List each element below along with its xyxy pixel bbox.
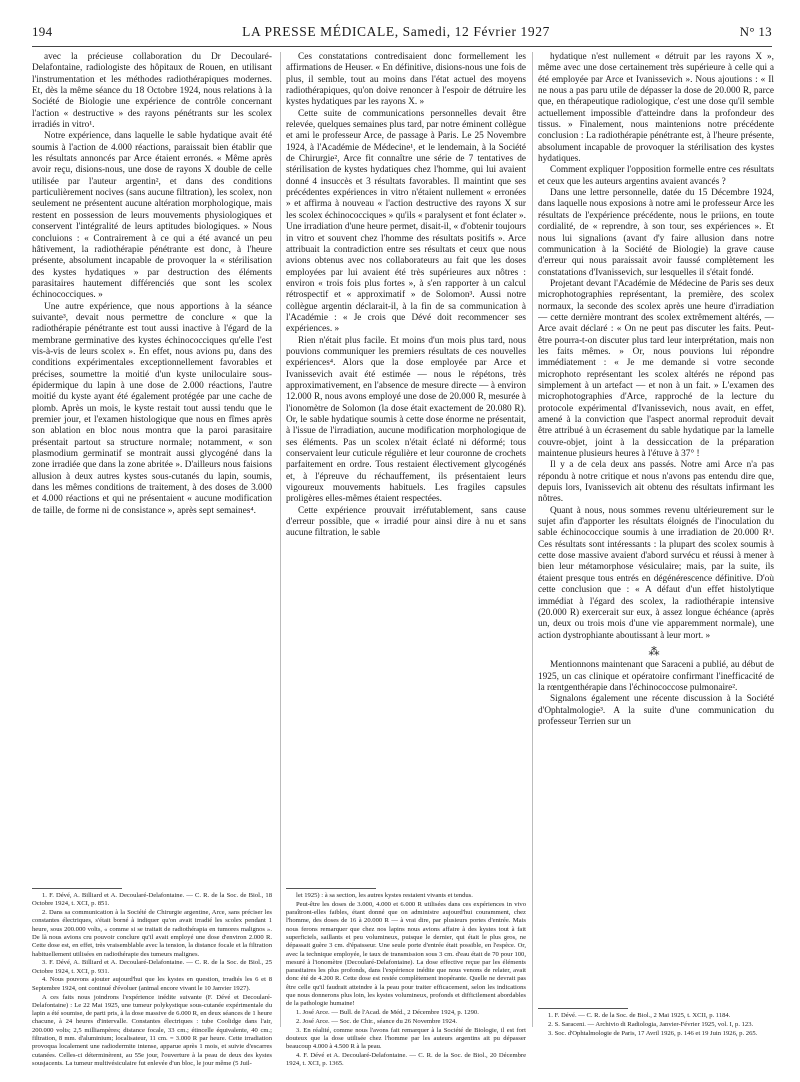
issue-number: N° 13 <box>739 24 772 39</box>
footnote: 3. F. Dévé, A. Billiard et A. Decoularé-Delafontaine. — C. R. de la Soc. de Biol., 25 Octobre 1924, t. XCI, p. 931. <box>32 959 272 975</box>
footnote: 2. Dans sa communication à la Société de Chirurgie argentine, Arce, sans préciser les constantes électriques, s'était borné à indiquer qu'on avait irradié les scolex pendant 1 heure, sous 200.000 volts, « comme si se traitait de radiothérapia en tumores malignos ». De là nous avions cru pouvoir conclure qu'il avait employé une dose d'environ 2.000 R. Cette dose est, en effet, très vraisemblable avec la tension, la distance focale et la filtration habituellement utilisées en radiothérapie des tumeurs malignes. <box>32 909 272 958</box>
paragraph: Il y a de cela deux ans passés. Notre ami Arce n'a pas répondu à notre critique et nous n'avons pas entendu dire que, depuis lors, Ivanissevich ait obtenu des résultats infirmant les nôtres. <box>538 460 774 505</box>
column-1 <box>32 52 272 1067</box>
footnote-rule <box>538 1008 628 1009</box>
header-rule <box>32 46 772 47</box>
paragraph: Dans une lettre personnelle, datée du 15 Décembre 1924, dans laquelle nous exposions à notre ami le professeur Arce les résultats de l'expérience précédente, nous le priions, en toute cordialité, de « reprendre, à son tour, ses expériences ». Et nous lui signalions (avant d'y faire allusion dans notre communication à la Société de Biologie) la grave cause d'erreur qui nous paraissait avoir faussé complètement les constatations d'Ivanissevich, sur lesquelles il s'était fondé. <box>538 188 774 278</box>
footnote: 1. F. Dévé, A. Billiard et A. Decoularé-Delafontaine. — C. R. de la Soc. de Biol., 18 Octobre 1924, t. XCI, p. 851. <box>32 892 272 908</box>
column-3-body <box>538 52 774 980</box>
section-separator: ⁂ <box>648 645 664 658</box>
paragraph: Comment expliquer l'opposition formelle entre ces résultats et ceux que les auteurs argentins avaient avancés ? <box>538 165 774 187</box>
footnote: Peut-être les doses de 3.000, 4.000 et 6.000 R utilisées dans ces expériences in vivo paraîtront-elles faibles, étant donné que on administre aujourd'hui couramment, chez l'homme, des doses de 16 à 20.000 R — à vrai dire, par plusieurs portes d'entrée. Mais nous ferons remarquer que chez nos lapins nous avions affaire à des kystes tout à fait superficiels, saillants et peu volumineux, puisque le dernier, qui était le plus gros, ne dépassait guère 3 cm. d'épaisseur. Une seule porte d'entrée était possible, en l'espèce. Or, avec la technique employée, le taux de transmission sous 3 cm. d'eau était de 70 pour 100, mesuré à l'ionomètre (Decoularé-Delafontaine). La dose effective reçue par les éléments parasitaires les plus profonds, dans l'expérience inédite que nous venons de relater, avait donc été de 4.200 R. Cette dose est restée complètement inopérante. Quelle ne devrait pas être celle qu'il faudrait atteindre à la peau pour traiter efficacement, selon les indications que nous donnerons plus loin, les kystes volumineux, profonds et difficilement abordables de la pathologie humaine! <box>286 900 526 1008</box>
paragraph: Cette suite de communications personnelles devait être relevée, quelques semaines plus tard, par notre éminent collègue et ami le professeur Arce, de passage à Paris. Le 25 Novembre 1924, à l'Académie de Médecine¹, et le lendemain, à la Société de Chirurgie², Arce fit connaître une série de 7 tentatives de stérilisation de kystes hydatiques chez l'homme, qui lui avaient donné 4 insuccès et 3 résultats favorables. Il maintint que ses précédentes expériences in vitro n'étaient nullement « erronées » et affirma à nouveau « l'action destructive des rayons X sur les scolex échinococciques » qu'ils « paralysent et font éclater ». Une irradiation d'une heure permet, disait-il, « d'obtenir toujours in vitro et souvent chez l'homme des résultats positifs ». Arce attribuait la contradiction entre ses résultats et ceux que nous avions obtenus avec nos collaborateurs au fait que les doses employées par lui avaient été très supérieures aux nôtres : environ « trois fois plus fortes », à s'en rapporter à un calcul rétrospectif et « approximatif » de Solomon³. Aussi notre collègue argentin déclarait-il, à la fin de sa communication à l'Académie : « Je crois que Dévé doit recommencer ses expériences. » <box>286 108 526 335</box>
paragraph: Notre expérience, dans laquelle le sable hydatique avait été soumis à l'action de 4.000 réactions, paraissait bien établir que les résultats annoncés par Arce étaient erronés. « Même après avoir reçu, disions-nous, une dose de rayons X double de celle utilisée par l'auteur argentin², et dans des conditions particulièrement nocives (sans aucune filtration), les scolex, non seulement ne présentent aucune altération morphologique, mais restent en possession de leurs mouvements physiologiques et conservent l'intégralité de leurs aptitudes biologiques. » Nous concluions : « Contrairement à ce qui a été avancé un peu hâtivement, la radiothérapie pénétrante est donc, à l'heure présente, absolument incapable de provoquer la « stérilisation des kystes hydatiques » par destruction des éléments parasitaires hautement différenciés que sont les scolex échinococciques. » <box>32 131 272 301</box>
footnote: 3. En réalité, comme nous l'avons fait remarquer à la Société de Biologie, il est fort douteux que la dose utilisée chez l'homme par les auteurs argentins ait pu dépasser beaucoup 4.000 à 4.500 R à la peau. <box>286 1026 526 1051</box>
column-2 <box>286 52 526 1068</box>
paragraph: Projetant devant l'Académie de Médecine de Paris ses deux microphotographies représentant, la première, des scolex normaux, la seconde des scolex après une heure d'irradiation — cette dernière montrant des scolex extrêmement altérés, — Arce avait déclaré : « On ne peut pas discuter les faits. Peut-être pourra-t-on discuter plus tard leur interprétation, mais non les faits mêmes. » Or, nous pouvions lui répondre immédiatement : « Je me demande si votre seconde microphoto représentant les scolex altérés ne répond pas simplement à un artefact — et non à un fait. » L'examen des microphotographies d'Arce, rapproché de la lecture du protocole expérimental d'Ivanissevich, nous avait, en effet, amené à la conviction que l'aspect anormal reproduit devait être attribué à un écrasement du sable hydatique par la lamelle couvre-objet, joint à la dessiccation de la préparation maintenue plusieurs heures à l'étuve à 37° ! <box>538 278 774 460</box>
footnote: 3. Soc. d'Ophtalmologie de Paris, 17 Avril 1926, p. 146 et 19 Juin 1926, p. 265. <box>548 1029 758 1037</box>
column-1-footnotes <box>32 888 272 1078</box>
column-2-body <box>286 52 526 878</box>
column-2-footnotes <box>286 888 526 1078</box>
paragraph: Une autre expérience, que nous apportions à la séance suivante³, devait nous permettre de conclure « que la radiothérapie pénétrante est tout aussi inactive à l'égard de la membrane germinative des kystes échinococciques qu'elle l'est vis-à-vis de leurs scolex ». En effet, nous avions pu, dans des conditions expérimentales exceptionnellement favorables et précises, soumettre la moitié d'un kyste uniloculaire sous-épidermique du lapin à une dose de 2.000 réactions, l'autre moitié du kyste ayant été également protégée par une cache de plomb. Après un mois, le kyste restait tout aussi tendu que le premier jour, et l'examen histologique que nous en fîmes après son ablation en bloc nous montra que la paroi parasitaire présentait partout sa structure normale; notamment, « son plasmodium germinatif se montrait aussi glycogéné dans la zone irradiée que dans la zone abritée ». D'ailleurs nous faisions allusion à deux autres kystes sous-cutanés du lapin, soumis, dans les mêmes conditions de traitement, à des doses de 3.000 et 4.000 réactions et qui ne présentaient « aucune modification de taille, de forme ni de consistance », après sept semaines⁴. <box>32 301 272 516</box>
footnote: let 1925) : à sa section, les autres kystes restaient vivants et tendus. <box>296 892 473 899</box>
footnote-rule <box>32 888 122 889</box>
footnote: 1. F. Dévé. — C. R. de la Soc. de Biol., 2 Mai 1925, t. XCII, p. 1184. <box>548 1012 731 1019</box>
paragraph: Ces constatations contredisaient donc formellement les affirmations de Heuser. « En définitive, disions-nous une fois de plus, il semble, tout au moins dans l'état actuel des moyens radiothérapiques, qu'on doive renoncer à l'espoir de détruire les kystes hydatiques par les rayons X. » <box>286 52 526 108</box>
column-1-body <box>32 52 272 878</box>
paragraph: Mentionnons maintenant que Saraceni a publié, au début de 1925, un cas clinique et opératoire confirmant l'inefficacité de la rœntgenthérapie dans l'échinococcose pulmonaire². <box>538 660 774 693</box>
paragraph: Signalons également une récente discussion à la Société d'Ophtalmologie³. A la suite d'une communication du professeur Terrien sur un <box>538 694 774 727</box>
footnote: 1. José Arce. — Bull. de l'Acad. de Méd., 2 Décembre 1924, p. 1290. <box>296 1009 479 1017</box>
paragraph: Cette expérience prouvait irréfutablement, sans cause d'erreur possible, que « irradié pour ainsi dire à nu et sans aucune filtration, le sable <box>286 505 526 539</box>
footnote: 2. S. Saraceni. — Archivio di Radiologia, Janvier-Février 1925, vol. I, p. 123. <box>548 1020 754 1028</box>
column-divider <box>280 52 281 1027</box>
paragraph: hydatique n'est nullement « détruit par les rayons X », même avec une dose certainement très supérieure à celle qui a été employée par Arce et Ivanissevich ». Nous ajoutions : « Il ne nous a pas paru utile de dépasser la dose de 20.000 R, parce que, en thérapeutique radiologique, c'est une dose qu'il semble actuellement impossible d'atteindre dans la profondeur des tissus. » Finalement, nous maintenions notre précédente conclusion : La radiothérapie pénétrante est, à l'heure présente, absolument incapable de provoquer la stérilisation des kystes hydatiques. <box>538 52 774 165</box>
column-3-footnotes <box>538 1008 774 1078</box>
footnote: 4. Nous pouvons ajouter aujourd'hui que les kystes en question, irradiés les 6 et 8 Septembre 1924, ont continué d'évoluer (animal encore vivant le 10 Janvier 1927). <box>32 976 272 992</box>
footnote-rule <box>286 888 376 889</box>
journal-title: LA PRESSE MÉDICALE, Samedi, 12 Février 1927 <box>242 24 550 39</box>
column-divider <box>532 52 533 1027</box>
paragraph: avec la précieuse collaboration du Dr Decoularé-Delafontaine, radiologiste des hôpitaux de Rouen, en utilisant l'instrumentation et les méthodes radiothérapiques modernes. Et, dès la même séance du 18 Octobre 1924, nous relations à la Société de Biologie une expérience de contrôle concernant l'action « destructive » des rayons pénétrants sur les scolex irradiés in vitro¹. <box>32 52 272 131</box>
footnote: A ces faits nous joindrons l'expérience inédite suivante (F. Dévé et Decoularé-Delafontaine) : Le 22 Mai 1925, une tumeur polykystique sous-cutanée expérimentale du lapin a été soumise, de parti pris, à la dose massive de 6.000 R, en deux séances de 1 heure chacune, à 24 heures d'intervalle. Constantes électriques : tube Coolidge dans l'air, 200.000 volts; 2,5 milliampères; distance focale, 33 cm.; étincelle équivalente, 40 cm.; filtration, 8 mm. d'aluminium; localisateur, 11 cm. = 3.000 R par heure. Cette irradiation provoqua localement une radiodermite intense, apparue après 1 mois, et suivie d'escarres cutanées. Celles-ci déterminèrent, au 55e jour, l'ouverture à la peau de deux des kystes sousjacents. La tumeur multivésiculaire fut enlevée d'un bloc, le jour même (5 Juil- <box>32 993 272 1067</box>
paragraph: Quant à nous, nous sommes revenu ultérieurement sur le sujet afin d'apporter les résultats éloignés de l'inoculation du sable échinococcique soumis à une irradiation de 20.000 R¹. Ces résultats sont intéressants : la plupart des scolex soumis à cette dose massive avaient d'abord survécu et réussi à mener à bien leur métamorphose vésiculaire; mais, par la suite, ils étaient presque tous entrés en dégénérescence définitive. D'où cette conclusion que : « A défaut d'un effet histolytique immédiat à l'égard des scolex, la radiothérapie intensive (20.000 R) exercerait sur eux, à assez longue échéance (après un, deux ou trois mois d'une vie apparemment normale), une action dystrophiante aboutissant à leur mort. » <box>538 505 774 641</box>
page-number: 194 <box>32 24 53 39</box>
paragraph: Rien n'était plus facile. Et moins d'un mois plus tard, nous pouvions communiquer les premiers résultats de ces nouvelles expériences⁴. Alors que la dose employée par Arce et Ivanissevich avait été estimée — nous le répétons, très approximativement, en l'absence de mesure directe — à environ 12.000 R, nous avons employé une dose de 20.000 R, mesurée à l'ionomètre de Solomon (la dose était exactement de 20.080 R). Or, le sable hydatique soumis à cette dose énorme ne présentait, à l'issue de l'irradiation, aucune modification morphologique de ses éléments. Pas un scolex n'était éclaté ni déformé; tous conservaient leur cuticule régulière et leur couronne de crochets parfaitement en ordre. Tous restaient électivement glycogénés et, à l'épreuve du réchauffement, ils présentaient leurs vigoureux mouvements habituels. Les fragiles capsules proligères elles-mêmes étaient respectées. <box>286 335 526 505</box>
footnote: 2. José Arce. — Soc. de Chir., séance du 26 Novembre 1924. <box>296 1017 457 1025</box>
footnote: 4. F. Dévé et A. Decoularé-Delafontaine. — C. R. de la Soc. de Biol., 20 Décembre 1924, t. XCI, p. 1365. <box>286 1052 526 1068</box>
running-header <box>32 24 772 42</box>
column-3 <box>538 52 774 1037</box>
